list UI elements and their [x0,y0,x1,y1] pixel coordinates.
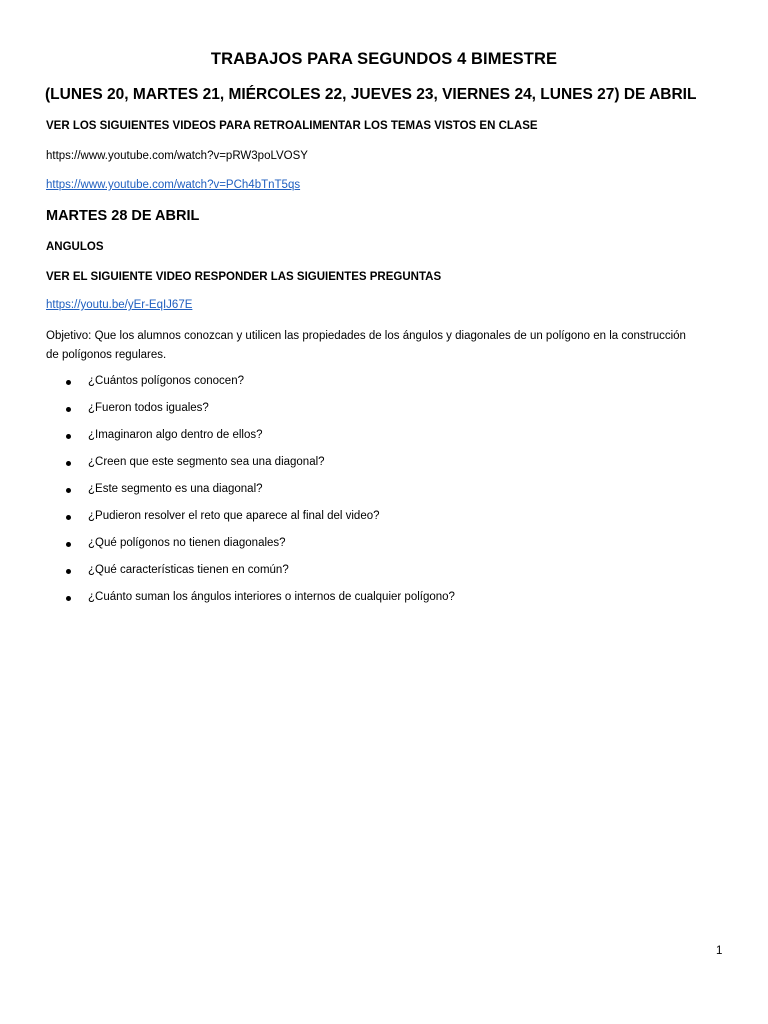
section-heading-martes-28: MARTES 28 DE ABRIL [46,208,200,224]
topic-heading: ANGULOS [46,241,104,253]
question-text: ¿Imaginaron algo dentro de ellos? [88,429,263,441]
bullet-icon [66,488,71,493]
bullet-icon [66,434,71,439]
bullet-icon [66,407,71,412]
question-text: ¿Cuántos polígonos conocen? [88,375,244,387]
video-link-2[interactable]: https://www.youtube.com/watch?v=PCh4bTnT5qs [46,179,301,191]
bullet-icon [66,515,71,520]
page-number: 1 [716,945,723,957]
document-title: TRABAJOS PARA SEGUNDOS 4 BIMESTRE [210,50,558,68]
question-text: ¿Este segmento es una diagonal? [88,483,263,495]
question-text: ¿Cuánto suman los ángulos interiores o internos de cualquier polígono? [88,591,455,603]
bullet-icon [66,569,71,574]
question-text: ¿Pudieron resolver el reto que aparece al final del video? [88,510,380,522]
question-text: ¿Creen que este segmento sea una diagonal? [88,456,325,468]
objective-paragraph: Objetivo: Que los alumnos conozcan y utilicen las propiedades de los ángulos y diagonales de un polígono en la construcción de polígonos regulares. [46,330,686,361]
instruction-videos: VER LOS SIGUIENTES VIDEOS PARA RETROALIMENTAR LOS TEMAS VISTOS EN CLASE [46,120,538,132]
dates-heading: (LUNES 20, MARTES 21, MIÉRCOLES 22, JUEVES 23, VIERNES 24, LUNES 27) DE ABRIL [45,86,697,103]
question-text: ¿Qué características tienen en común? [88,564,289,576]
question-text: ¿Fueron todos iguales? [88,402,209,414]
bullet-icon [66,542,71,547]
video-url-1: https://www.youtube.com/watch?v=pRW3poLVOSY [46,150,308,162]
bullet-icon [66,380,71,385]
instruction-video-questions: VER EL SIGUIENTE VIDEO RESPONDER LAS SIGUIENTES PREGUNTAS [46,271,442,283]
bullet-icon [66,596,71,601]
bullet-icon [66,461,71,466]
question-text: ¿Qué polígonos no tienen diagonales? [88,537,286,549]
video-link-3[interactable]: https://youtu.be/yEr-EqIJ67E [46,299,193,311]
